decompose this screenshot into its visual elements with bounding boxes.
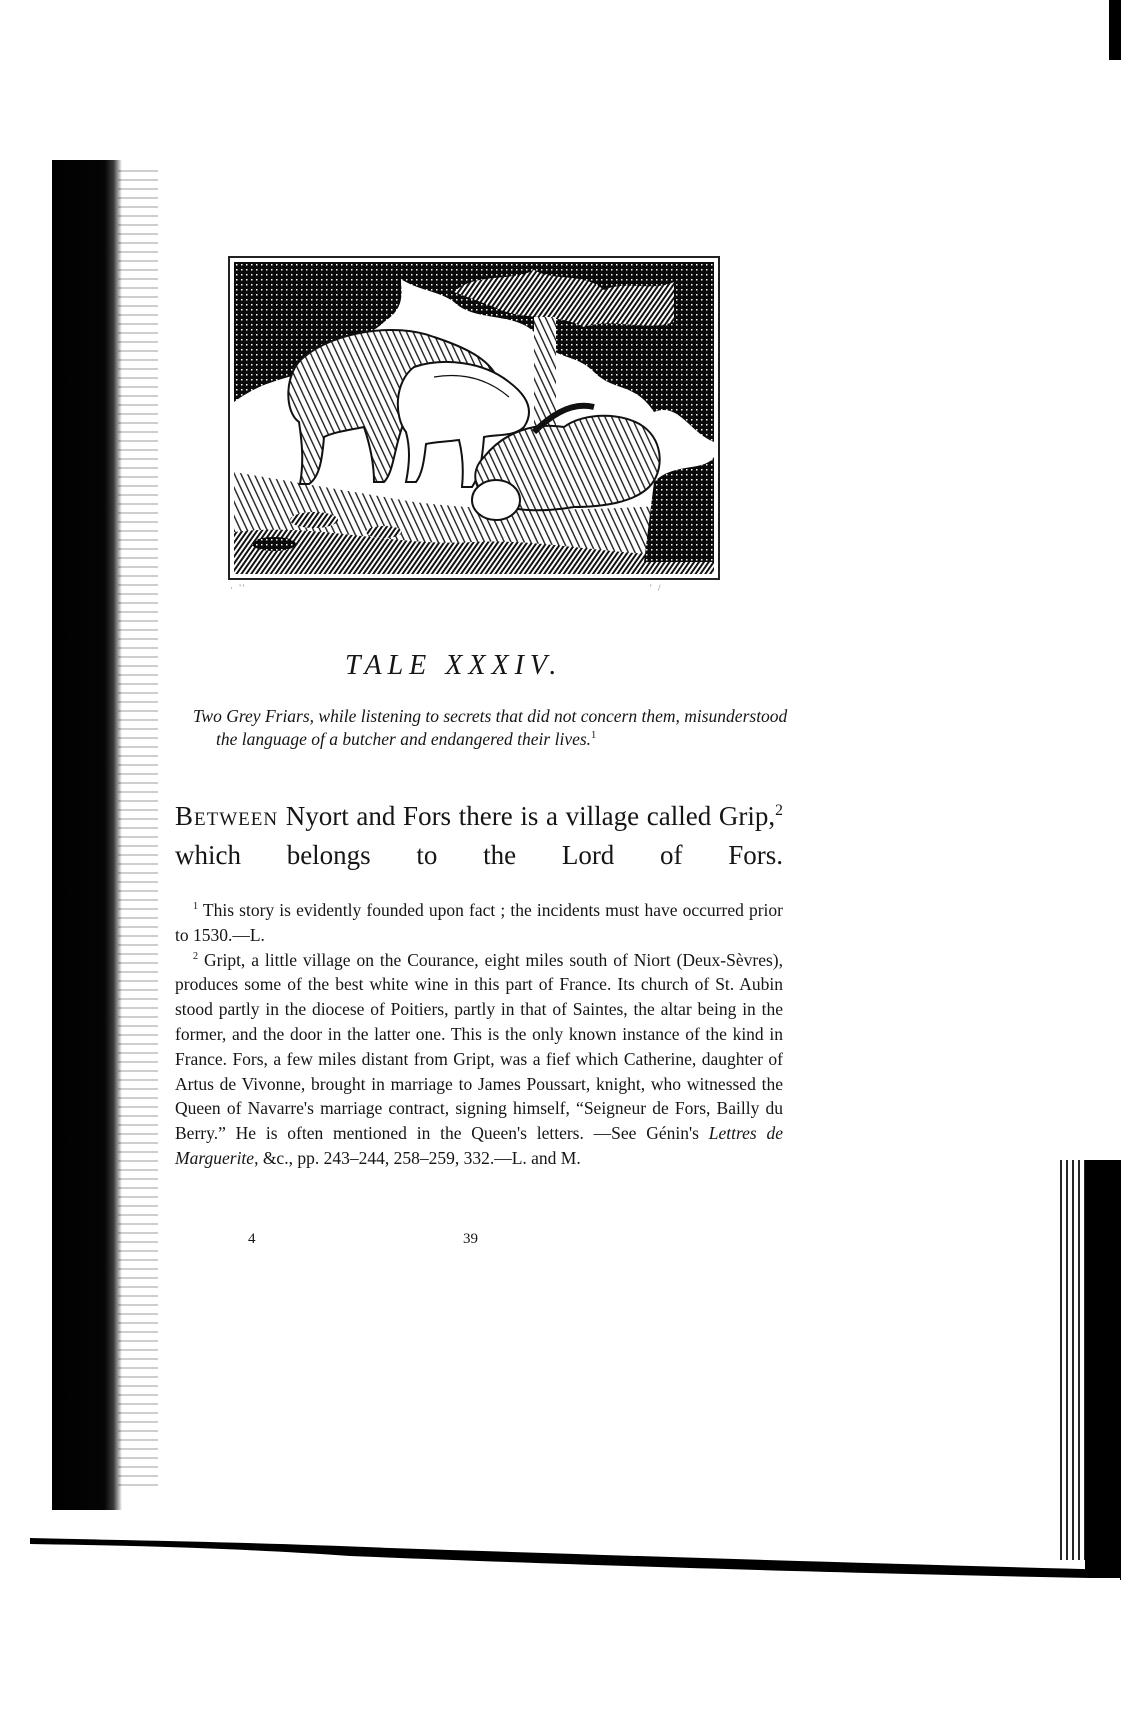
tale-illustration — [228, 256, 720, 580]
tale-title: TALE XXXIV. — [345, 650, 563, 681]
footnote-1 — [175, 898, 783, 948]
scan-shadow-bottom — [30, 1530, 1120, 1590]
engraving-image — [234, 262, 714, 574]
footnote-number: 2 — [193, 950, 199, 962]
scan-corner-mark — [1109, 0, 1121, 60]
opening-lead-word: Between — [175, 801, 279, 831]
page-number: 39 — [463, 1231, 478, 1247]
scan-shadow-left — [52, 160, 122, 1510]
footnote-text: This story is evidently founded upon fact ; the incidents must have occurred prior to 1530.—L. — [175, 900, 783, 945]
footnote-number: 1 — [193, 901, 199, 913]
footnote-ref-2: 2 — [775, 802, 783, 819]
plate-mark-left: · '' — [230, 583, 247, 593]
tale-summary — [193, 705, 804, 751]
footnote-2 — [175, 948, 783, 1171]
opening-text-end: which belongs to the Lord of Fors. — [175, 840, 783, 870]
footnote-text: Gript, a little village on the Courance, eight miles south of Niort (Deux-Sèvres), produces some of the best white wine in this part of France. Its church of St. Aubin stood partly in the diocese of Poitiers, partly in that of Saintes, the altar being in the former, and the door in the latter one. This is the only known instance of the kind in France. Fors, a few miles distant from Gript, was a fief which Catherine, daughter of Artus de Vivonne, brought in marriage to James Poussart, knight, who witnessed the Queen of Navarre's marriage contract, signing himself, “Seigneur de Fors, Bailly du Berry.” He is often mentioned in the Queen's letters. —See Génin's — [175, 949, 783, 1144]
tale-summary-text: Two Grey Friars, while listening to secrets that did not concern them, misunderstood the language of a butcher and endangered their lives. — [193, 706, 788, 749]
footnote-ref-1: 1 — [591, 730, 597, 742]
footnotes — [175, 898, 783, 1171]
plate-engraver-marks — [230, 583, 662, 593]
scan-noise-right — [1060, 1160, 1096, 1560]
ruin-pillar — [534, 317, 556, 427]
footnote-book-title: Lettres de Marguerite — [175, 1123, 784, 1168]
plate-mark-right: ' / — [650, 583, 663, 593]
footnote-text-end: , &c., pp. 243–244, 258–259, 332.—L. and M. — [254, 1147, 581, 1168]
opening-text: Nyort and Fors there is a village called Grip, — [278, 801, 776, 831]
scan-noise-left — [118, 170, 158, 1490]
signature-mark: 4 — [248, 1231, 256, 1247]
opening-paragraph — [175, 797, 783, 875]
